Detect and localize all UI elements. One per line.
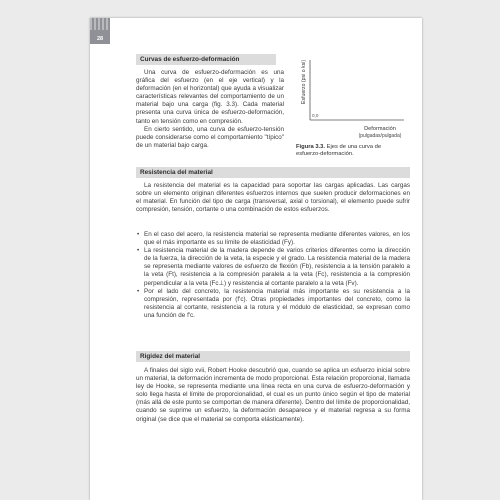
list-item: • Por el lado del concreto, la resistencia material más importante es su resistencia a la compresión, representada por (f'c). Otras propiedades importantes del concreto, como la resistencia al cortante, resistencia a la rotura y el módulo de elasticidad, se expresan como una función de f'c.: [137, 287, 410, 319]
section-heading-rigidez: Rigidez del material: [136, 351, 410, 362]
paragraph: A finales del siglo xvii, Robert Hooke descubrió que, cuando se aplica un esfuerzo inicial sobre un material, la deformación incrementa de modo proporcional. Esta relación proporcional, llamada ley de Hooke, se representa mediante una línea recta en una curva de esfuerzo-deformación y solo llega hasta el límite de proporcionalidad, el cual es un punto único según el tipo de material (más allá de este punto se comportan de manera diferente). Dentro del límite de proporcionalidad, cuando se suprime un esfuerzo, la deformación desaparece y el material regresa a su forma original (se dice que el material se comporta elásticamente).: [136, 367, 410, 423]
paragraph: Una curva de esfuerzo-deformación es una gráfica del esfuerzo (en el eje vertical) y la deformación (en el horizontal) que ayuda a visualizar características relevantes del comportamiento de un material bajo una carga (fig. 3.3). Cada material presenta una curva única de esfuerzo-deformación, tanto en tensión como en compresión.: [136, 69, 284, 125]
list-item: • En el caso del acero, la resistencia material se representa mediante diferentes valores, en los que el más importante es su límite de elasticidad (Fy).: [137, 231, 410, 247]
figure-caption-text: Ejes de una curva de esfuerzo-deformación.: [296, 144, 382, 158]
list-item-text: En el caso del acero, la resistencia material se representa mediante diferentes valores, en los que el más importante es su límite de elasticidad (Fy).: [144, 231, 410, 247]
tab-stripes: [90, 18, 110, 30]
page-number: 28: [96, 36, 104, 42]
section-curvas-body: [136, 69, 284, 150]
resistencia-bullet-list: [136, 231, 410, 320]
section-heading-resistencia: Resistencia del material: [136, 167, 410, 178]
paragraph: La resistencia del material es la capacidad para soportar las cargas aplicadas. Las cargas sobre un elemento originan diferentes esfuerzos internos que suelen producir deformaciones en el material. En función del tipo de carga (transversal, axial o torsional), el elemento puede sufrir compresión, tensión, cortante o una combinación de estos esfuerzos.: [136, 182, 410, 214]
section-heading-curvas: Curvas de esfuerzo-deformación: [136, 54, 276, 65]
section-rigidez-body: [136, 367, 410, 424]
origin-label: 0,0: [312, 113, 319, 118]
figure-caption: [296, 144, 406, 158]
y-axis-label: Esfuerzo (psi o ksi): [301, 59, 307, 104]
x-axis-label: Deformación: [364, 126, 396, 132]
x-axis-units: (pulgadas/pulgada): [358, 133, 402, 139]
list-item-text: La resistencia material de la madera depende de varios criterios diferentes como la dirección de la fuerza, la dirección de la veta, la especie y el grado. La resistencia material de la madera se representa mediante valores de esfuerzo de flexión (Fb), resistencia a la tensión paralelo a la veta (Ft), resistencia a la compresión paralela a la veta (Fc), resistencia a la compresión perpendicular a la veta (Fc⊥) y resistencia al cortante paralelo a la veta (Fv).: [144, 247, 410, 287]
section-resistencia-body: [136, 182, 410, 214]
page-number-tab: [90, 18, 110, 44]
list-item: • La resistencia material de la madera depende de varios criterios diferentes como la dirección de la fuerza, la dirección de la veta, la especie y el grado. La resistencia material de la madera se representa mediante valores de esfuerzo de flexión (Fb), resistencia a la tensión paralelo a la veta (Ft), resistencia a la compresión paralela a la veta (Fc), resistencia a la compresión perpendicular a la veta (Fc⊥) y resistencia al cortante paralelo a la veta (Fv).: [137, 247, 410, 287]
paragraph: En cierto sentido, una curva de esfuerzo-tensión puede considerarse como el comportamiento "típico" de un material bajo carga.: [136, 125, 284, 149]
list-item-text: Por el lado del concreto, la resistencia material más importante es su resistencia a la compresión, representada por (f'c). Otras propiedades importantes del concreto, como la resistencia al cortante, resistencia a la rotura y el módulo de elasticidad, se expresan como una función de f'c.: [144, 287, 410, 319]
figure-caption-label: Figura 3.3.: [296, 144, 325, 150]
